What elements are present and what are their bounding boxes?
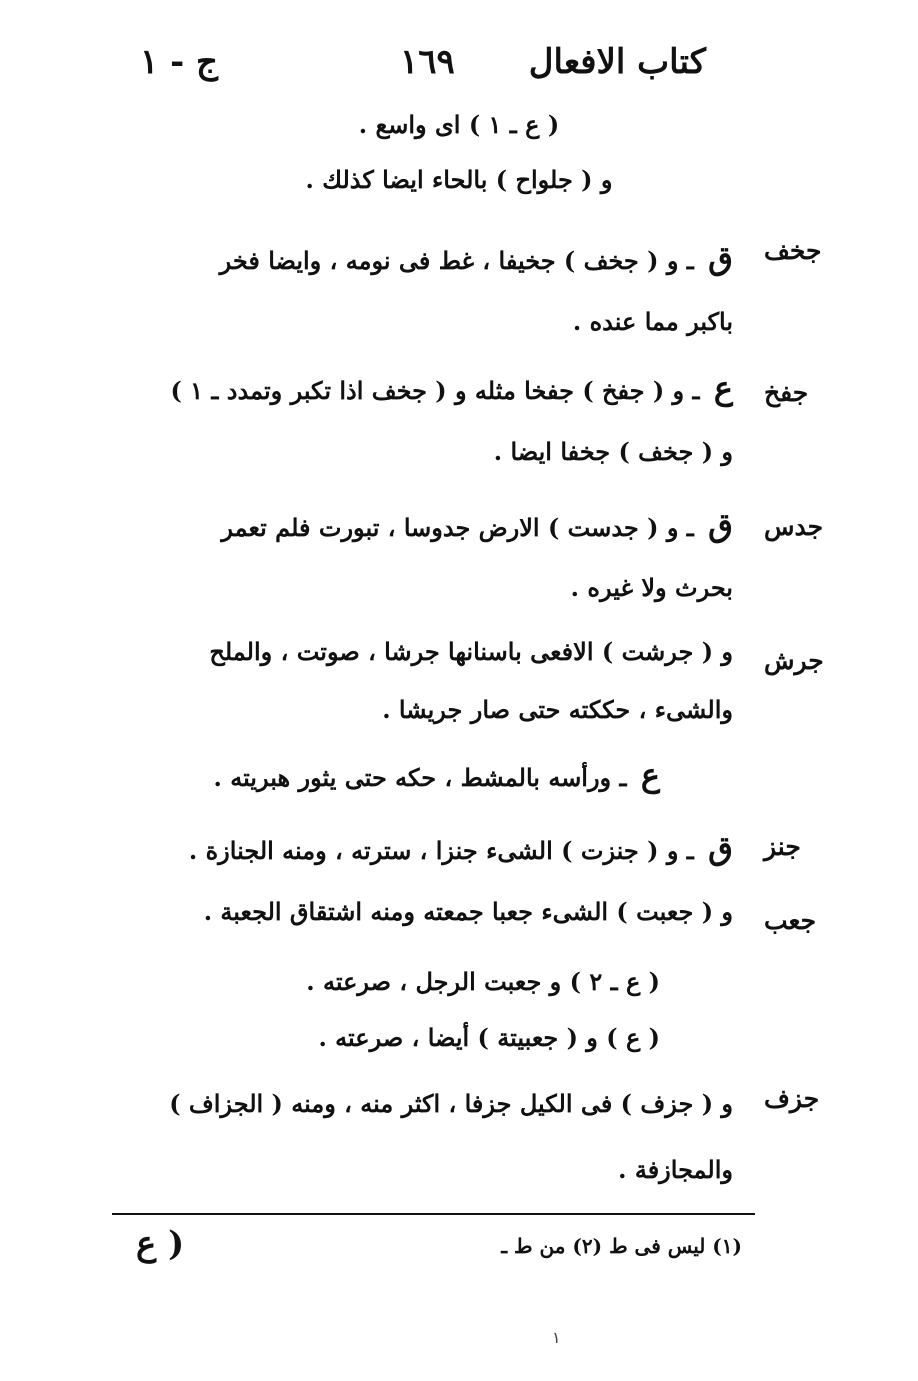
text-line: بحرث ولا غيره . bbox=[570, 573, 733, 602]
headword: جزف bbox=[764, 1084, 820, 1113]
text-line bbox=[108, 238, 733, 281]
text-line bbox=[108, 505, 733, 548]
headword: جخف bbox=[764, 236, 822, 265]
text-line: والشىء ، حككته حتى صار جريشا . bbox=[382, 695, 733, 724]
headword: جنز bbox=[764, 832, 801, 861]
headword: جعب bbox=[764, 906, 817, 935]
source-mark: ق bbox=[708, 239, 733, 277]
text-line: باكبر مما عنده . bbox=[572, 307, 733, 336]
text-line: ( ع ـ ٢ ) و جعبت الرجل ، صرعته . bbox=[306, 967, 660, 996]
headword: جفخ bbox=[764, 378, 809, 407]
headword: جرش bbox=[764, 646, 824, 675]
stray-mark: ١ bbox=[552, 1328, 561, 1347]
source-mark: ق bbox=[708, 829, 733, 867]
text-line: والمجازفة . bbox=[618, 1155, 733, 1184]
signature-mark: ( ع bbox=[136, 1224, 185, 1264]
text-line: و ( جلواح ) بالحاء ايضا كذلك . bbox=[305, 165, 613, 194]
text-line bbox=[35, 755, 660, 798]
entry-text: ـ و ( جدست ) الارض جدوسا ، تبورت فلم تعمر bbox=[221, 513, 694, 542]
entry-text: ـ و ( جفخ ) جفخا مثله و ( جخف اذا تكبر وتمدد ـ ١ ) bbox=[170, 376, 700, 405]
headword: جدس bbox=[764, 512, 824, 541]
text-line bbox=[108, 368, 733, 411]
source-mark: ق bbox=[708, 506, 733, 544]
entry-text: ـ و ( جخف ) جخيفا ، غط فى نومه ، وايضا فخر bbox=[219, 246, 694, 275]
volume-label: ج - ١ bbox=[140, 42, 218, 82]
text-line: ( ع ) و ( جعبيتة ) أيضا ، صرعته . bbox=[318, 1023, 660, 1052]
text-line: و ( جزف ) فى الكيل جزفا ، اكثر منه ، ومنه ( الجزاف ) bbox=[169, 1089, 733, 1118]
footnote-rule bbox=[112, 1213, 755, 1215]
text-line bbox=[108, 828, 733, 871]
entry-text: ـ و ( جنزت ) الشىء جنزا ، سترته ، ومنه الجنازة . bbox=[188, 836, 694, 865]
page-header-title: كتاب الافعال bbox=[528, 42, 706, 82]
footnote: (١) ليس فى ط (٢) من ط ـ bbox=[501, 1234, 742, 1258]
source-mark: ع bbox=[713, 369, 733, 407]
entry-text: ـ ورأسه بالمشط ، حكه حتى يثور هبريته . bbox=[213, 763, 627, 792]
text-line: و ( جعبت ) الشىء جعبا جمعته ومنه اشتقاق الجعبة . bbox=[203, 897, 733, 926]
text-line: ( ع ـ ١ ) اى واسع . bbox=[358, 110, 560, 139]
source-mark: ع bbox=[640, 756, 660, 794]
text-line: و ( جخف ) جخفا ايضا . bbox=[493, 437, 733, 466]
page-number: ١٦٩ bbox=[400, 42, 455, 82]
text-line: و ( جرشت ) الافعى باسنانها جرشا ، صوتت ، والملح bbox=[209, 637, 733, 666]
